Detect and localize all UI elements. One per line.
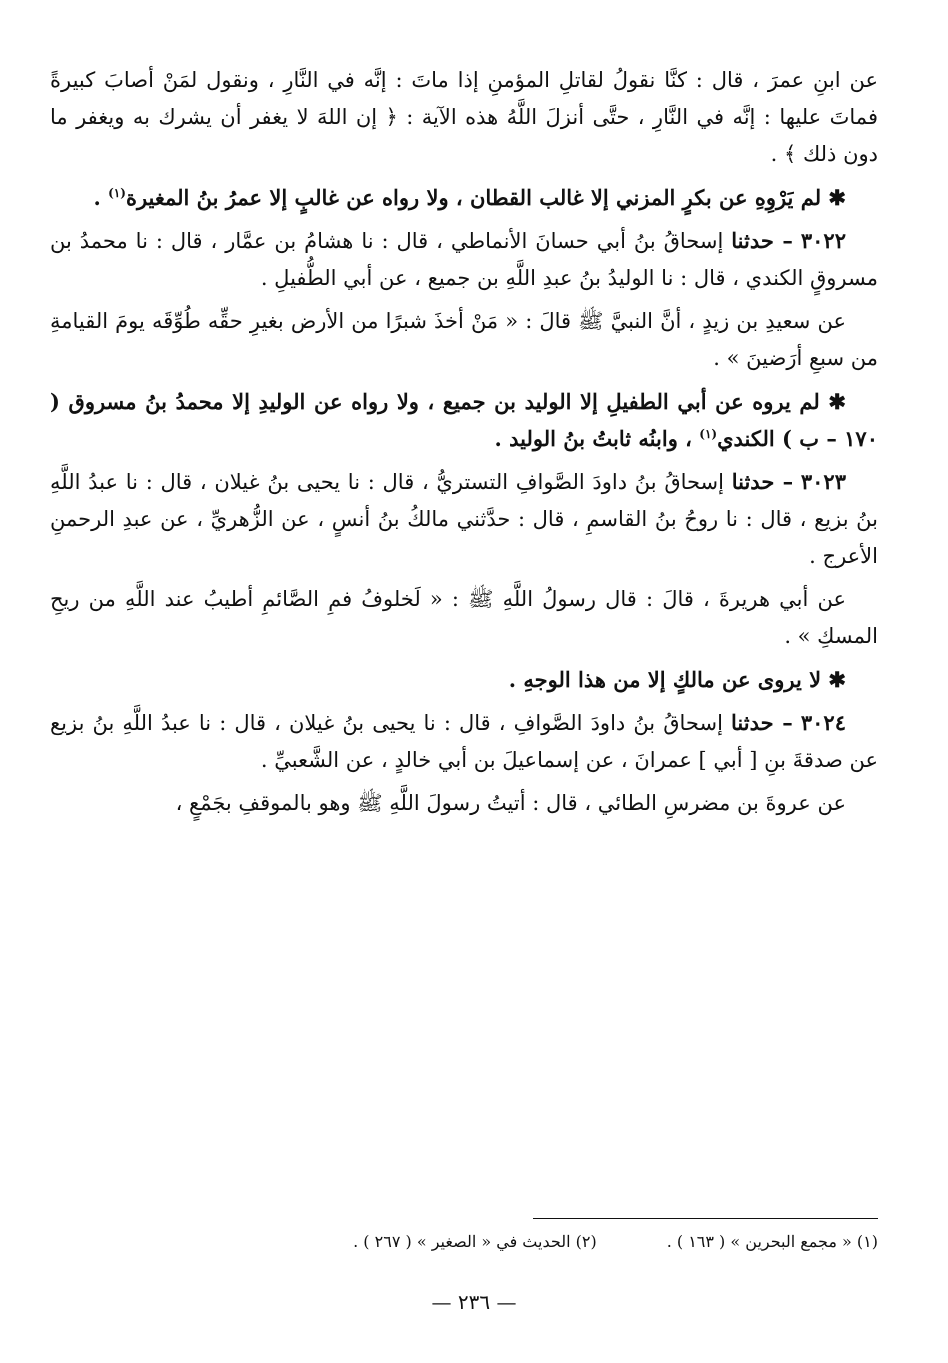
footnote-ref: (١) — [699, 427, 718, 441]
paragraph-matn-3 — [50, 785, 878, 822]
hadith-number: ٣٠٢٤ — [800, 710, 846, 735]
footnote-1: (١) « مجمع البحرين » ( ١٦٣ ) . — [666, 1232, 878, 1251]
hadith-3023 — [50, 463, 878, 575]
hadith-number: ٣٠٢٣ — [800, 469, 846, 494]
footnote-2: (٢) الحديث في « الصغير » ( ٢٦٧ ) . — [353, 1232, 597, 1251]
paragraph-text: عن عروةَ بن مضرسِ الطائي ، قال : أتيتُ رسولَ اللَّهِ ﷺ وهو بالموقفِ بجَمْعٍ ، — [175, 791, 846, 815]
paragraph-text: عن سعيدِ بن زيدٍ ، أنَّ النبيَّ ﷺ قالَ : « مَنْ أخذَ شبرًا من الأرض بغيرِ حقِّه طُوِّقَه يومَ القيامةِ من سبعِ أرَضينَ » . — [50, 309, 878, 370]
paragraph-text: عن أبي هريرةَ ، قالَ : قال رسولُ اللَّهِ ﷺ : « لَخلوفُ فمِ الصَّائمِ أطيبُ عند اللَّهِ من ريحِ المسكِ » . — [50, 587, 878, 648]
hadith-label: – حدثنا — [731, 469, 794, 494]
paragraph-text: عن ابنِ عمرَ ، قال : كنَّا نقولُ لقاتلِ المؤمنِ إذا ماتَ : إنَّه في النَّارِ ، ونقول لمَنْ أصابَ كبيرةً فماتَ عليها : إنَّه في النَّارِ ، حتَّى أنزلَ اللَّهُ هذه الآية : ﴿ إن اللهَ لا يغفر أن يشرك به ويغفر ما دون ذلك ﴾ . — [50, 68, 878, 166]
paragraph-1 — [50, 62, 878, 173]
hadith-chain: إسحاقُ بنُ داودَ الصَّوافِ ، قال : نا يحيى بنُ غيلان ، قال : نا عبدُ اللَّهِ بنُ بزيع عن صدقةَ بنِ [ أبي ] عمرانَ ، عن إسماعيلَ بن أبي خالدٍ ، عن الشَّعبيِّ . — [50, 711, 878, 772]
hadith-chain: إسحاقُ بنُ داودَ الصَّوافِ التستريُّ ، قال : نا يحيى بنُ غيلان ، قال : نا عبدُ اللَّهِ بنُ بزيع ، قال : نا روحُ بنُ القاسمِ ، قال : حدَّثني مالكُ بنُ أنسٍ ، عن الزُّهريِّ ، عن عبدِ الرحمنِ الأعرج . — [50, 470, 878, 568]
commentary-note-2 — [50, 383, 878, 457]
paragraph-matn-1 — [50, 303, 878, 377]
body-text — [50, 62, 878, 822]
note-text: ✱ لم يروه عن أبي الطفيلِ إلا الوليد بن جميع ، ولا رواه عن الوليدِ إلا محمدُ بنُ مسروق ( ١٧٠ – ب ) الكندي — [50, 389, 878, 451]
note-tail: ، وابنُه ثابتُ بنُ الوليد . — [494, 426, 692, 451]
note-text: ✱ لم يَرْوِهِ عن بكرٍ المزني إلا غالب القطان ، ولا رواه عن غالبٍ إلا عمرُ بنُ المغيرة — [125, 185, 846, 210]
hadith-3024 — [50, 704, 878, 779]
hadith-number: ٣٠٢٢ — [800, 228, 846, 253]
paragraph-matn-2 — [50, 581, 878, 655]
page-number: — ٢٣٦ — — [431, 1290, 517, 1314]
hadith-3022 — [50, 222, 878, 297]
hadith-label: – حدثنا — [731, 228, 793, 253]
note-text: ✱ لا يروى عن مالكٍ إلا من هذا الوجهِ . — [508, 667, 846, 692]
footnotes — [50, 1228, 878, 1256]
footnote-divider — [533, 1218, 878, 1219]
footnote-ref: (١) — [108, 186, 126, 200]
commentary-note-3 — [50, 661, 878, 698]
hadith-chain: إسحاقُ بنُ أبي حسانَ الأنماطي ، قال : نا هشامُ بن عمَّار ، قال : نا محمدُ بن مسروقٍ الكندي ، قال : نا الوليدُ بنُ عبدِ اللَّهِ بن جميع ، عن أبي الطُّفيلِ . — [50, 229, 878, 290]
commentary-note-1 — [50, 179, 878, 216]
note-tail: . — [93, 185, 101, 210]
hadith-label: – حدثنا — [730, 710, 793, 735]
